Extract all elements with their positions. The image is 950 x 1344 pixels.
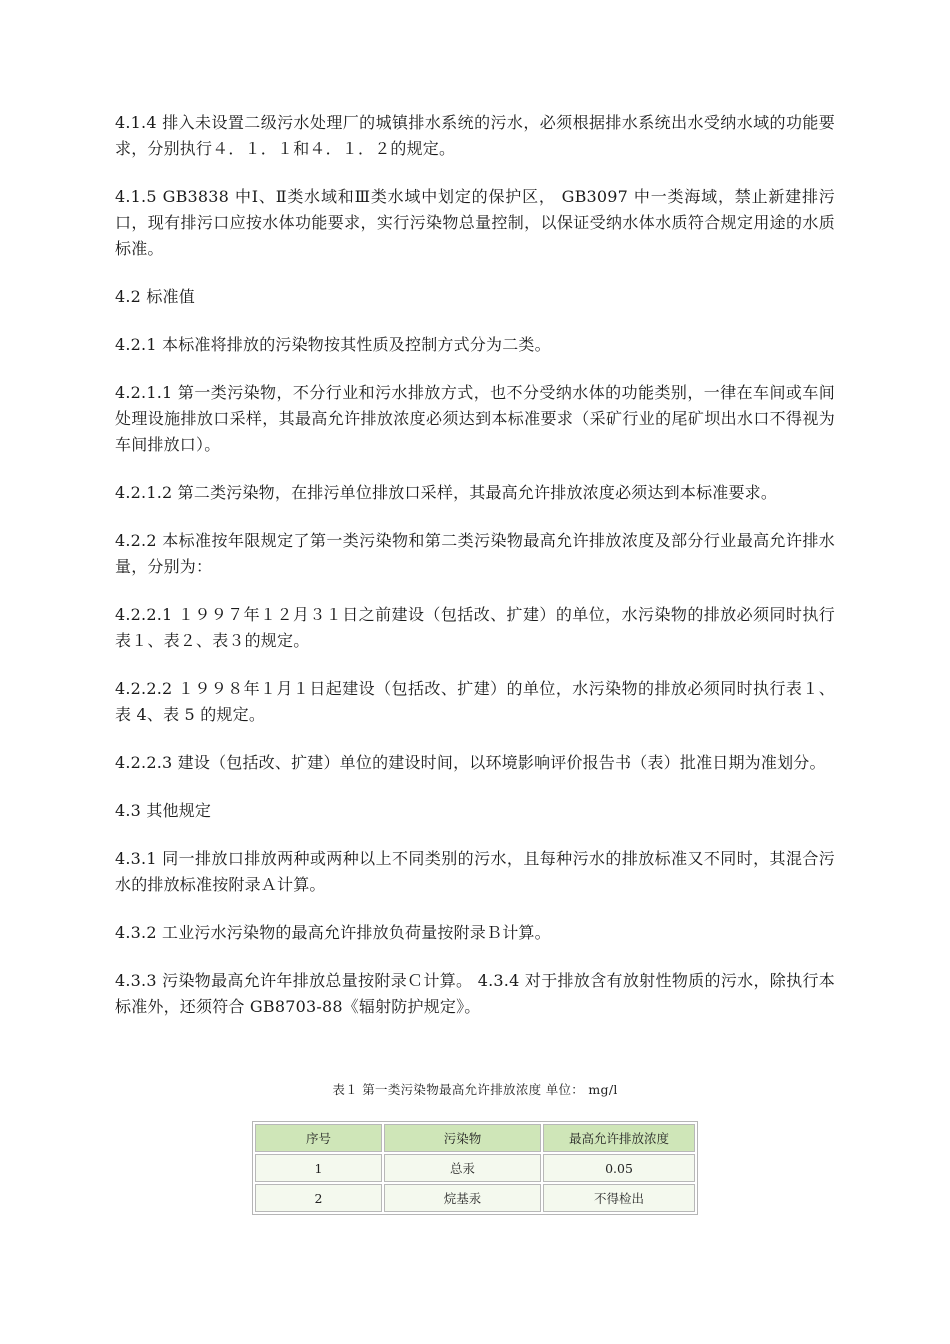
- table-caption-text: 表１ 第一类污染物最高允许排放浓度 单位： mg/l: [332, 1082, 618, 1097]
- clause-4-1-4: 4.1.4 排入未设置二级污水处理厂的城镇排水系统的污水，必须根据排水系统出水受纳水域的功能要求，分别执行４．１．１和４．１．２的规定。: [115, 113, 835, 158]
- cell-pollutant: 总汞: [384, 1154, 541, 1182]
- clause-4-3-1: 4.3.1 同一排放口排放两种或两种以上不同类别的污水，且每种污水的排放标准又不同时，其混合污水的排放标准按附录Ａ计算。: [115, 849, 835, 894]
- header-serial-number: 序号: [255, 1124, 382, 1152]
- clause-4-2-1: 4.2.1 本标准将排放的污染物按其性质及控制方式分为二类。: [115, 335, 551, 354]
- section-heading-4-3: 4.3 其他规定: [115, 801, 212, 820]
- cell-pollutant: 烷基汞: [384, 1184, 541, 1212]
- clause-4-2-1-1: 4.2.1.1 第一类污染物，不分行业和污水排放方式，也不分受纳水体的功能类别，一律在车间或车间处理设施排放口采样，其最高允许排放浓度必须达到本标准要求（采矿行业的尾矿坝出水口不得视为车间排放口）。: [115, 383, 835, 454]
- header-max-concentration: 最高允许排放浓度: [543, 1124, 695, 1152]
- pollutant-table-container: [252, 1121, 698, 1215]
- clause-4-3-2: 4.3.2 工业污水污染物的最高允许排放负荷量按附录Ｂ计算。: [115, 923, 551, 942]
- cell-max-concentration: 不得检出: [543, 1184, 695, 1212]
- clause-4-2-2-2: 4.2.2.2 １９９８年１月１日起建设（包括改、扩建）的单位，水污染物的排放必须同时执行表１、表 4、表 5 的规定。: [115, 679, 835, 724]
- document-body: [115, 110, 835, 1042]
- clause-4-2-1-2: 4.2.1.2 第二类污染物，在排污单位排放口采样，其最高允许排放浓度必须达到本标准要求。: [115, 483, 778, 502]
- cell-serial-number: 2: [255, 1184, 382, 1212]
- table-row: [255, 1154, 695, 1182]
- section-heading-4-2: 4.2 标准值: [115, 287, 195, 306]
- table-row: [255, 1184, 695, 1212]
- header-row: [255, 1124, 695, 1152]
- clause-4-1-5: 4.1.5 GB3838 中Ⅰ、Ⅱ类水域和Ⅲ类水域中划定的保护区， GB3097 中一类海域，禁止新建排污口，现有排污口应按水体功能要求，实行污染物总量控制，以保证受纳水体水质符合规定用途的水质标准。: [115, 187, 835, 258]
- cell-max-concentration: 0.05: [543, 1154, 695, 1182]
- table-header: [255, 1124, 695, 1152]
- clause-4-2-2: 4.2.2 本标准按年限规定了第一类污染物和第二类污染物最高允许排放浓度及部分行业最高允许排水量，分别为：: [115, 531, 835, 576]
- table-body: [255, 1154, 695, 1212]
- pollutant-table: [252, 1121, 698, 1215]
- clause-4-3-3: 4.3.3 污染物最高允许年排放总量按附录Ｃ计算。 4.3.4 对于排放含有放射性物质的污水，除执行本标准外，还须符合 GB8703-88《辐射防护规定》。: [115, 971, 835, 1016]
- clause-4-2-2-3: 4.2.2.3 建设（包括改、扩建）单位的建设时间，以环境影响评价报告书（表）批准日期为准划分。: [115, 753, 826, 772]
- table-caption: [0, 1081, 950, 1099]
- cell-serial-number: 1: [255, 1154, 382, 1182]
- clause-4-2-2-1: 4.2.2.1 １９９７年１２月３１日之前建设（包括改、扩建）的单位，水污染物的排放必须同时执行表１、表２、表３的规定。: [115, 605, 835, 650]
- header-pollutant: 污染物: [384, 1124, 541, 1152]
